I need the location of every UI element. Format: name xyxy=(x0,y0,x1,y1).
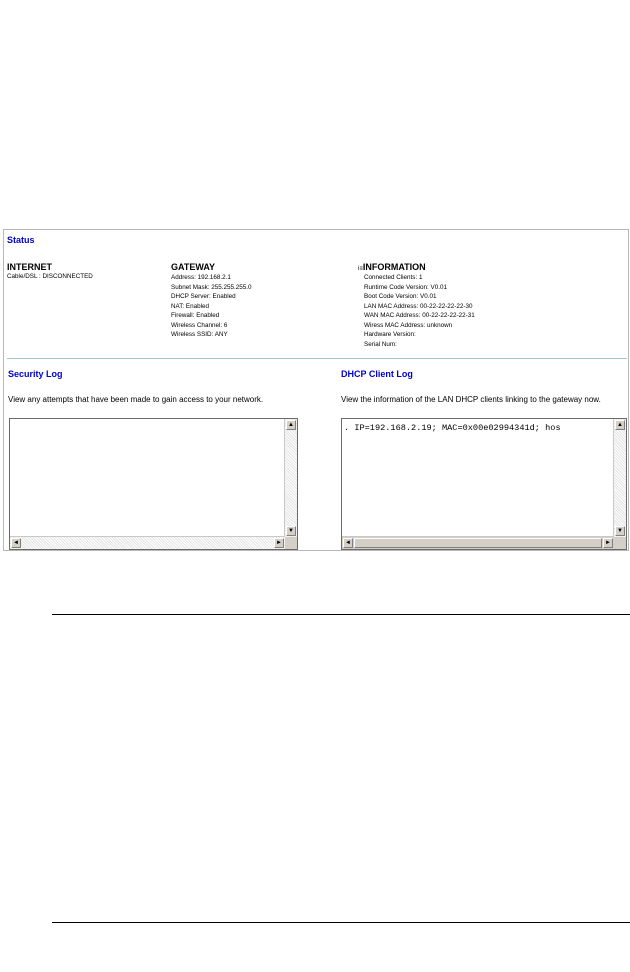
information-heading: i≡INFORMATION xyxy=(358,262,426,272)
security-log-horizontal-scrollbar[interactable] xyxy=(10,536,285,549)
information-row: WAN MAC Address: 00-22-22-22-22-31 xyxy=(364,312,475,319)
dhcp-log-textarea[interactable] xyxy=(341,418,627,550)
scroll-up-icon[interactable]: ▲ xyxy=(286,420,296,430)
information-list xyxy=(364,273,475,349)
scroll-right-icon[interactable]: ► xyxy=(603,538,613,548)
page-rule-bottom xyxy=(52,922,630,923)
scroll-left-icon[interactable]: ◄ xyxy=(343,538,353,548)
information-row: Serial Num: xyxy=(364,340,397,348)
internet-heading: INTERNET xyxy=(7,262,52,272)
scrollbar-corner xyxy=(285,537,297,549)
internet-cable-status: Cable/DSL : DISCONNECTED xyxy=(7,273,93,280)
gateway-row: Wireless SSID: ANY xyxy=(171,331,228,338)
gateway-row: NAT: Enabled xyxy=(171,302,210,310)
page-rule-top xyxy=(52,614,630,615)
scroll-right-icon[interactable]: ► xyxy=(274,538,284,548)
security-log-vertical-scrollbar[interactable] xyxy=(284,419,297,537)
dhcp-log-vertical-scrollbar[interactable] xyxy=(613,419,626,537)
info-marker-icon: i≡ xyxy=(358,266,363,272)
gateway-row: Firewall: Enabled xyxy=(171,312,220,319)
information-row: Hardware Version: xyxy=(364,331,416,338)
scroll-down-icon[interactable]: ▼ xyxy=(286,526,296,536)
status-title: Status xyxy=(7,235,35,245)
security-log-textarea[interactable] xyxy=(9,418,298,550)
dhcp-log-horizontal-scrollbar[interactable] xyxy=(342,536,614,549)
scroll-up-icon[interactable]: ▲ xyxy=(615,420,625,430)
scroll-left-icon[interactable]: ◄ xyxy=(11,538,21,548)
gateway-list xyxy=(171,273,252,340)
information-row: LAN MAC Address: 00-22-22-22-22-30 xyxy=(364,302,473,310)
scrollbar-corner xyxy=(614,537,626,549)
security-log-description: View any attempts that have been made to gain access to your network. xyxy=(8,395,264,404)
gateway-heading: GATEWAY xyxy=(171,262,216,272)
dhcp-log-description: View the information of the LAN DHCP clients linking to the gateway now. xyxy=(341,395,601,404)
status-panel-screenshot xyxy=(3,229,629,551)
horizontal-scroll-thumb[interactable] xyxy=(354,538,602,548)
information-row: Connected Clients: 1 xyxy=(364,274,423,281)
gateway-row: Address: 192.168.2.1 xyxy=(171,274,231,281)
information-row: Wiress MAC Address: unknown xyxy=(364,321,453,329)
dhcp-log-content: . IP=192.168.2.19; MAC=0x00e02994341d; hos xyxy=(344,423,561,433)
information-row: Boot Code Version: V0.01 xyxy=(364,293,437,300)
scroll-down-icon[interactable]: ▼ xyxy=(615,526,625,536)
gateway-row: Subnet Mask: 255.255.255.0 xyxy=(171,283,252,291)
gateway-row: Wireless Channel: 6 xyxy=(171,321,228,329)
gateway-row: DHCP Server: Enabled xyxy=(171,293,236,300)
security-log-heading: Security Log xyxy=(8,369,63,379)
dhcp-log-heading: DHCP Client Log xyxy=(341,369,413,379)
information-row: Runtime Code Version: V0.01 xyxy=(364,283,447,291)
section-divider xyxy=(7,358,627,359)
